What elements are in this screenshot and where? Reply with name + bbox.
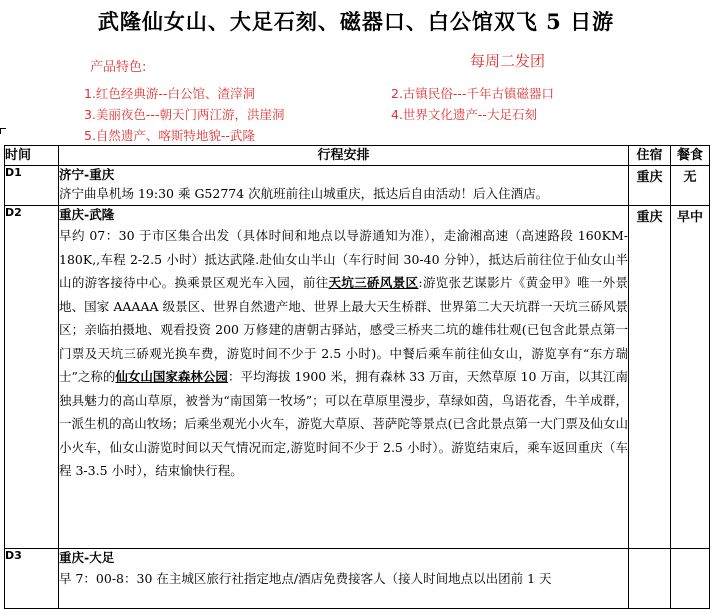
header-meal: 餐食 xyxy=(671,146,710,166)
meals: 早中 xyxy=(671,206,710,549)
stay-city xyxy=(629,549,671,609)
stay-city: 重庆 xyxy=(629,166,671,206)
meals: 无 xyxy=(671,166,710,206)
day-label: D2 xyxy=(5,206,59,549)
table-anchor-mark xyxy=(0,128,6,134)
meals xyxy=(671,549,710,609)
header-stay: 住宿 xyxy=(629,146,671,166)
day-title: 重庆-武隆 xyxy=(59,207,115,222)
day-content xyxy=(59,166,629,206)
day-label: D1 xyxy=(5,166,59,206)
feature-item: 3.美丽夜色---朝天门两江游，洪崖洞 xyxy=(84,107,285,122)
stay-city: 重庆 xyxy=(629,206,671,549)
table-row xyxy=(5,206,710,549)
description-text: 早约 07：30 于市区集合出发（具体时间和地点以导游通知为准），走渝湘高速（高速路段 160KM-180K,,车程 2-2.5 小时）抵达武隆.赴仙女山半山（车行时间 30-40 分钟），抵达后前往位于仙女山半山的游客接待中心。换乘景区观光车入园，前往 xyxy=(59,228,628,290)
day-label: D3 xyxy=(5,549,59,609)
day-description: 济宁曲阜机场 19:30 乘 G52774 次航班前往山城重庆，抵达后自由活动！后入住酒店。 xyxy=(59,186,549,201)
description-text: ：平均海拔 1900 米，拥有森林 33 万亩，天然草原 10 万亩，以其江南独具魅力的高山草原，被誉为“南国第一牧场”；可以在草原里漫步，草绿如茵，鸟语花香，牛羊成群，一派生机的高山牧场；后乘坐观光小火车，游览大草原、菩萨陀等景点(已含此景点第一大门票及仙女山小火车，仙女山游览时间以天气情况而定,游览时间不少于 2.5 小时）。游览结束后，乘车返回重庆（车程 3-3.5 小时），结束愉快行程。 xyxy=(59,369,628,478)
itinerary-table xyxy=(4,145,710,609)
feature-item: 4.世界文化遗产--大足石刻 xyxy=(391,107,537,122)
day-title: 重庆-大足 xyxy=(59,550,115,565)
feature-item: 1.红色经典游--白公馆、渣滓洞 xyxy=(84,86,255,101)
scenic-spot-highlight: 天坑三硚风景区 xyxy=(328,275,419,290)
table-header-row xyxy=(5,146,710,166)
table-row xyxy=(5,549,710,609)
header-day: 时间 xyxy=(5,146,59,166)
day-title: 济宁-重庆 xyxy=(59,167,115,182)
features-label: 产品特色: xyxy=(90,60,147,75)
scenic-spot-highlight: 仙女山国家森林公园 xyxy=(115,369,228,384)
day-description xyxy=(59,224,628,483)
header-plan: 行程安排 xyxy=(59,146,629,166)
day-content xyxy=(59,206,629,549)
day-content xyxy=(59,549,629,609)
description-text: :游览张艺谋影片《黄金甲》唯一外景地、国家 AAAAA 级景区、世界自然遗产地、世界上最大天生桥群、世界第二大天坑群一天坑三硚风景区；亲临拍摄地、观看投资 200 万修建的唐朝古驿站，感受三桥夹二坑的雄伟壮观(已包含此景点第一门票及天坑三硚观光换车费，游览时间不少于 2.5 小时)。中餐后乘车前往仙女山，游览享有“东方瑞士”之称的 xyxy=(59,275,628,384)
departure-schedule: 每周二发团 xyxy=(470,52,546,70)
day-description: 早 7：00-8：30 在主城区旅行社指定地点/酒店免费接客人（接人时间地点以出团前 1 天 xyxy=(59,571,552,586)
page-title: 武隆仙女山、大足石刻、磁器口、白公馆双飞 5 日游 xyxy=(97,9,615,34)
feature-item: 5.自然遗产、喀斯特地貌--武隆 xyxy=(84,128,255,143)
table-row xyxy=(5,166,710,206)
feature-item: 2.古镇民俗---千年古镇磁器口 xyxy=(391,86,554,101)
